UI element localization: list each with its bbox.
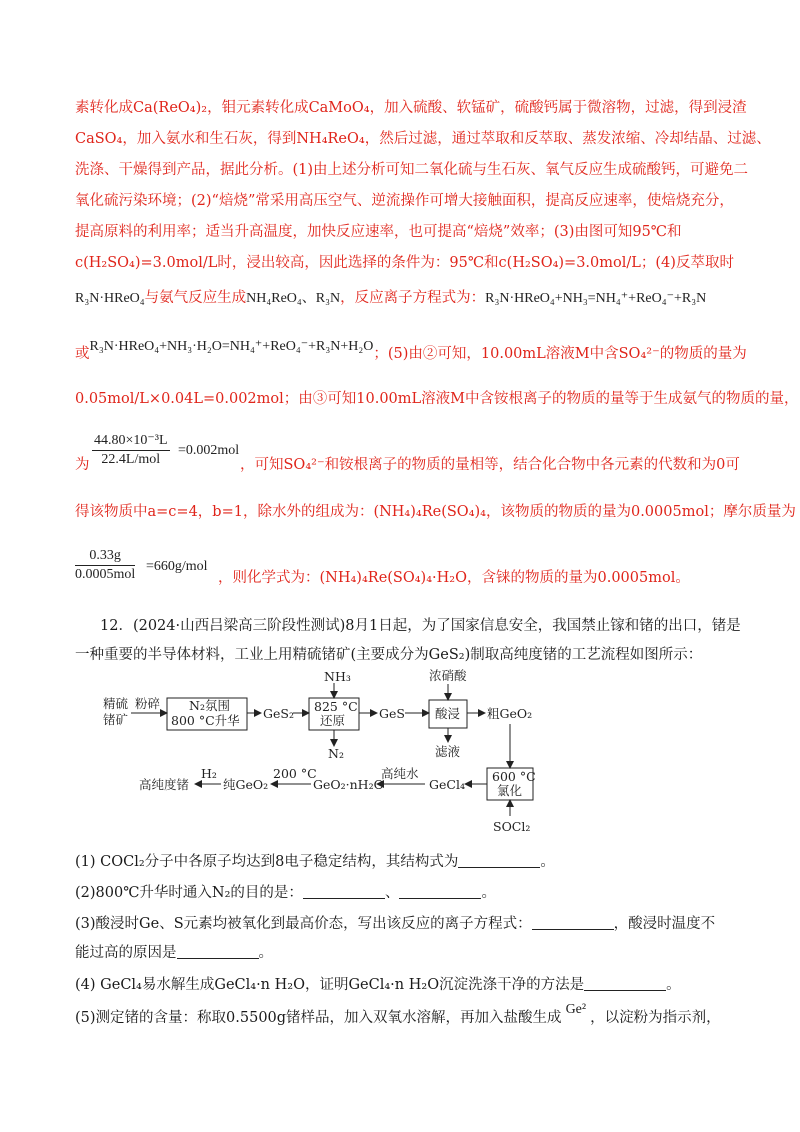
q2-end: 。	[481, 885, 496, 901]
label-hno3: 浓硝酸	[429, 668, 467, 683]
label-box1-l1: N₂氛围	[189, 698, 230, 713]
label-box1-l2: 800 °C升华	[171, 713, 240, 728]
answer-blank-3a	[532, 915, 614, 930]
question-12-stem-2: 一种重要的半导体材料，工业上用精硫锗矿(主要成分为GeS₂)制取高纯度锗的工艺流程如图所示：	[75, 647, 703, 663]
equation-ionic-2: R₃N·HReO₄+NH₃·H₂O=NH₄⁺+ReO₄⁻+R₃N+H₂O	[89, 339, 374, 354]
solution-line-1: 素转化成Ca(ReO₄)₂，钼元素转化成CaMoO₄，加入硫酸、软锰矿，硫酸钙属于微溶物，过滤，得到浸渣	[75, 100, 747, 116]
fraction-ammonia	[92, 432, 170, 468]
q1-end: 。	[540, 854, 555, 870]
process-flow-diagram	[95, 668, 655, 846]
solution-line-5: 提高原料的利用率；适当升高温度，加快反应速率，也可提高“焙烧”效率；(3)由图可知95℃和	[75, 224, 682, 240]
answer-blank-2b	[399, 884, 481, 899]
label-nh3: NH₃	[324, 669, 351, 684]
label-n2: N₂	[328, 746, 344, 761]
label-box4-l1: 600 °C	[492, 769, 536, 784]
fraction-result: =0.002mol	[178, 443, 240, 458]
solution-line-3: 洗涤、干燥得到产品，据此分析。(1)由上述分析可知二氧化硫与生石灰、氧气反应生成硫酸钙，可避免二	[75, 162, 749, 178]
solution-line-10-prefix: 为	[75, 457, 90, 473]
question-12-1	[75, 852, 555, 872]
label-raw-2: 锗矿	[103, 712, 129, 727]
solution-line-10: ，可知SO₄²⁻和铵根离子的物质的量相等，结合化合物中各元素的代数和为0可	[240, 457, 740, 473]
question-12-4	[75, 975, 681, 995]
fraction-denominator: 22.4L/mol	[101, 452, 161, 467]
equation-ge-ion: Ge²	[565, 1002, 587, 1017]
q2-sep: 、	[384, 885, 400, 901]
label-gecl4: GeCl₄	[429, 777, 465, 792]
question-12-2	[75, 883, 496, 903]
solution-line-4: 氧化硫污染环境；(2)“焙烧”常采用高压空气、逆流操作可增大接触面积，提高反应速率，使焙烧充分，	[75, 193, 734, 209]
q5-text-end: ，以淀粉为指示剂，	[590, 1010, 721, 1026]
q3b-end: 。	[258, 945, 273, 961]
label-hydrate: GeO₂·nH₂O	[313, 777, 384, 792]
fraction-denominator: 0.0005mol	[75, 567, 136, 582]
q3b-text: 能过高的原因是	[75, 945, 177, 961]
label-filtrate: 滤液	[435, 744, 461, 759]
label-box2-l2: 还原	[320, 713, 346, 728]
q1-text: (1) COCl₂分子中各原子均达到8电子稳定结构，其结构式为	[75, 854, 459, 870]
q4-text: (4) GeCl₄易水解生成GeCl₄·n H₂O，证明GeCl₄·n H₂O沉淀洗涤干净的方法是	[75, 977, 585, 993]
label-ges: GeS	[379, 706, 405, 721]
solution-line-2: CaSO₄，加入氨水和生石灰，得到NH₄ReO₄，然后过滤，通过萃取和反萃取、蒸发浓缩、冷却结晶、过滤、	[75, 131, 771, 147]
label-water: 高纯水	[381, 766, 419, 781]
label-crude-geo2: 粗GeO₂	[487, 706, 533, 721]
label-box4-l2: 氯化	[497, 783, 523, 798]
answer-blank-1	[458, 853, 540, 868]
solution-line-12: ，则化学式为：(NH₄)₄Re(SO₄)₄·H₂O，含铼的物质的量为0.0005mol。	[218, 570, 690, 586]
q5-text: (5)测定锗的含量：称取0.5500g锗样品，加入双氧水溶解，再加入盐酸生成	[75, 1010, 562, 1026]
label-box3: 酸浸	[435, 706, 461, 721]
question-12-stem-1: 12．(2024·山西吕梁高三阶段性测试)8月1日起，为了国家信息安全，我国禁止镓和锗的出口，锗是	[100, 618, 741, 634]
fraction-numerator: 44.80×10⁻³L	[92, 432, 170, 451]
label-h2: H₂	[201, 766, 217, 781]
label-crush: 粉碎	[135, 696, 161, 711]
equation-r3n-hreo4: R₃N·HReO₄	[75, 291, 145, 306]
question-12-3a	[75, 914, 715, 934]
q3a-text: (3)酸浸时Ge、S元素均被氧化到最高价态，写出该反应的离子方程式：	[75, 916, 532, 932]
answer-blank-4	[584, 976, 666, 991]
q2-text: (2)800℃升华时通入N₂的目的是：	[75, 885, 303, 901]
label-box2-l1: 825 °C	[314, 699, 358, 714]
q3a-end: ，酸浸时温度不	[613, 916, 716, 932]
text-react: 与氨气反应生成	[144, 290, 247, 306]
text-or: 或	[75, 346, 90, 362]
text-ion-eq: ，反应离子方程式为：	[340, 290, 486, 306]
solution-line-11: 得该物质中a=c=4，b=1，除水外的组成为：(NH₄)₄Re(SO₄)₄，该物质的物质的量为0.0005mol；摩尔质量为	[75, 504, 796, 520]
fraction-molar-mass	[75, 548, 135, 583]
answer-blank-3b	[177, 944, 259, 959]
q4-end: 。	[666, 977, 681, 993]
fraction-result: =660g/mol	[146, 559, 208, 574]
text-sulfate: ；(5)由②可知，10.00mL溶液M中含SO₄²⁻的物质的量为	[373, 346, 747, 362]
solution-line-6: c(H₂SO₄)=3.0mol/L时，浸出较高，因此选择的条件为：95℃和c(H₂SO₄)=3.0mol/L；(4)反萃取时	[75, 255, 734, 271]
question-12-3b	[75, 943, 273, 963]
label-product: 高纯度锗	[139, 777, 190, 792]
equation-ionic-1: R₃N·HReO₄+NH₃=NH₄⁺+ReO₄⁻+R₃N	[485, 291, 707, 306]
equation-products: NH₄ReO₄、R₃N	[246, 291, 341, 306]
label-pure-geo2: 纯GeO₂	[223, 777, 269, 792]
label-ges2: GeS₂	[263, 706, 294, 721]
solution-line-9: 0.05mol/L×0.04L=0.002mol；由③可知10.00mL溶液M中含铵根离子的物质的量等于生成氨气的物质的量，	[75, 391, 799, 407]
label-socl2: SOCl₂	[493, 819, 531, 834]
label-200c: 200 °C	[273, 766, 317, 781]
solution-line-7	[75, 288, 706, 309]
answer-blank-2a	[303, 884, 385, 899]
solution-line-8	[75, 339, 747, 365]
question-12-5	[75, 1002, 721, 1029]
label-raw-1: 精硫	[103, 696, 129, 711]
fraction-numerator: 0.33g	[75, 548, 135, 566]
